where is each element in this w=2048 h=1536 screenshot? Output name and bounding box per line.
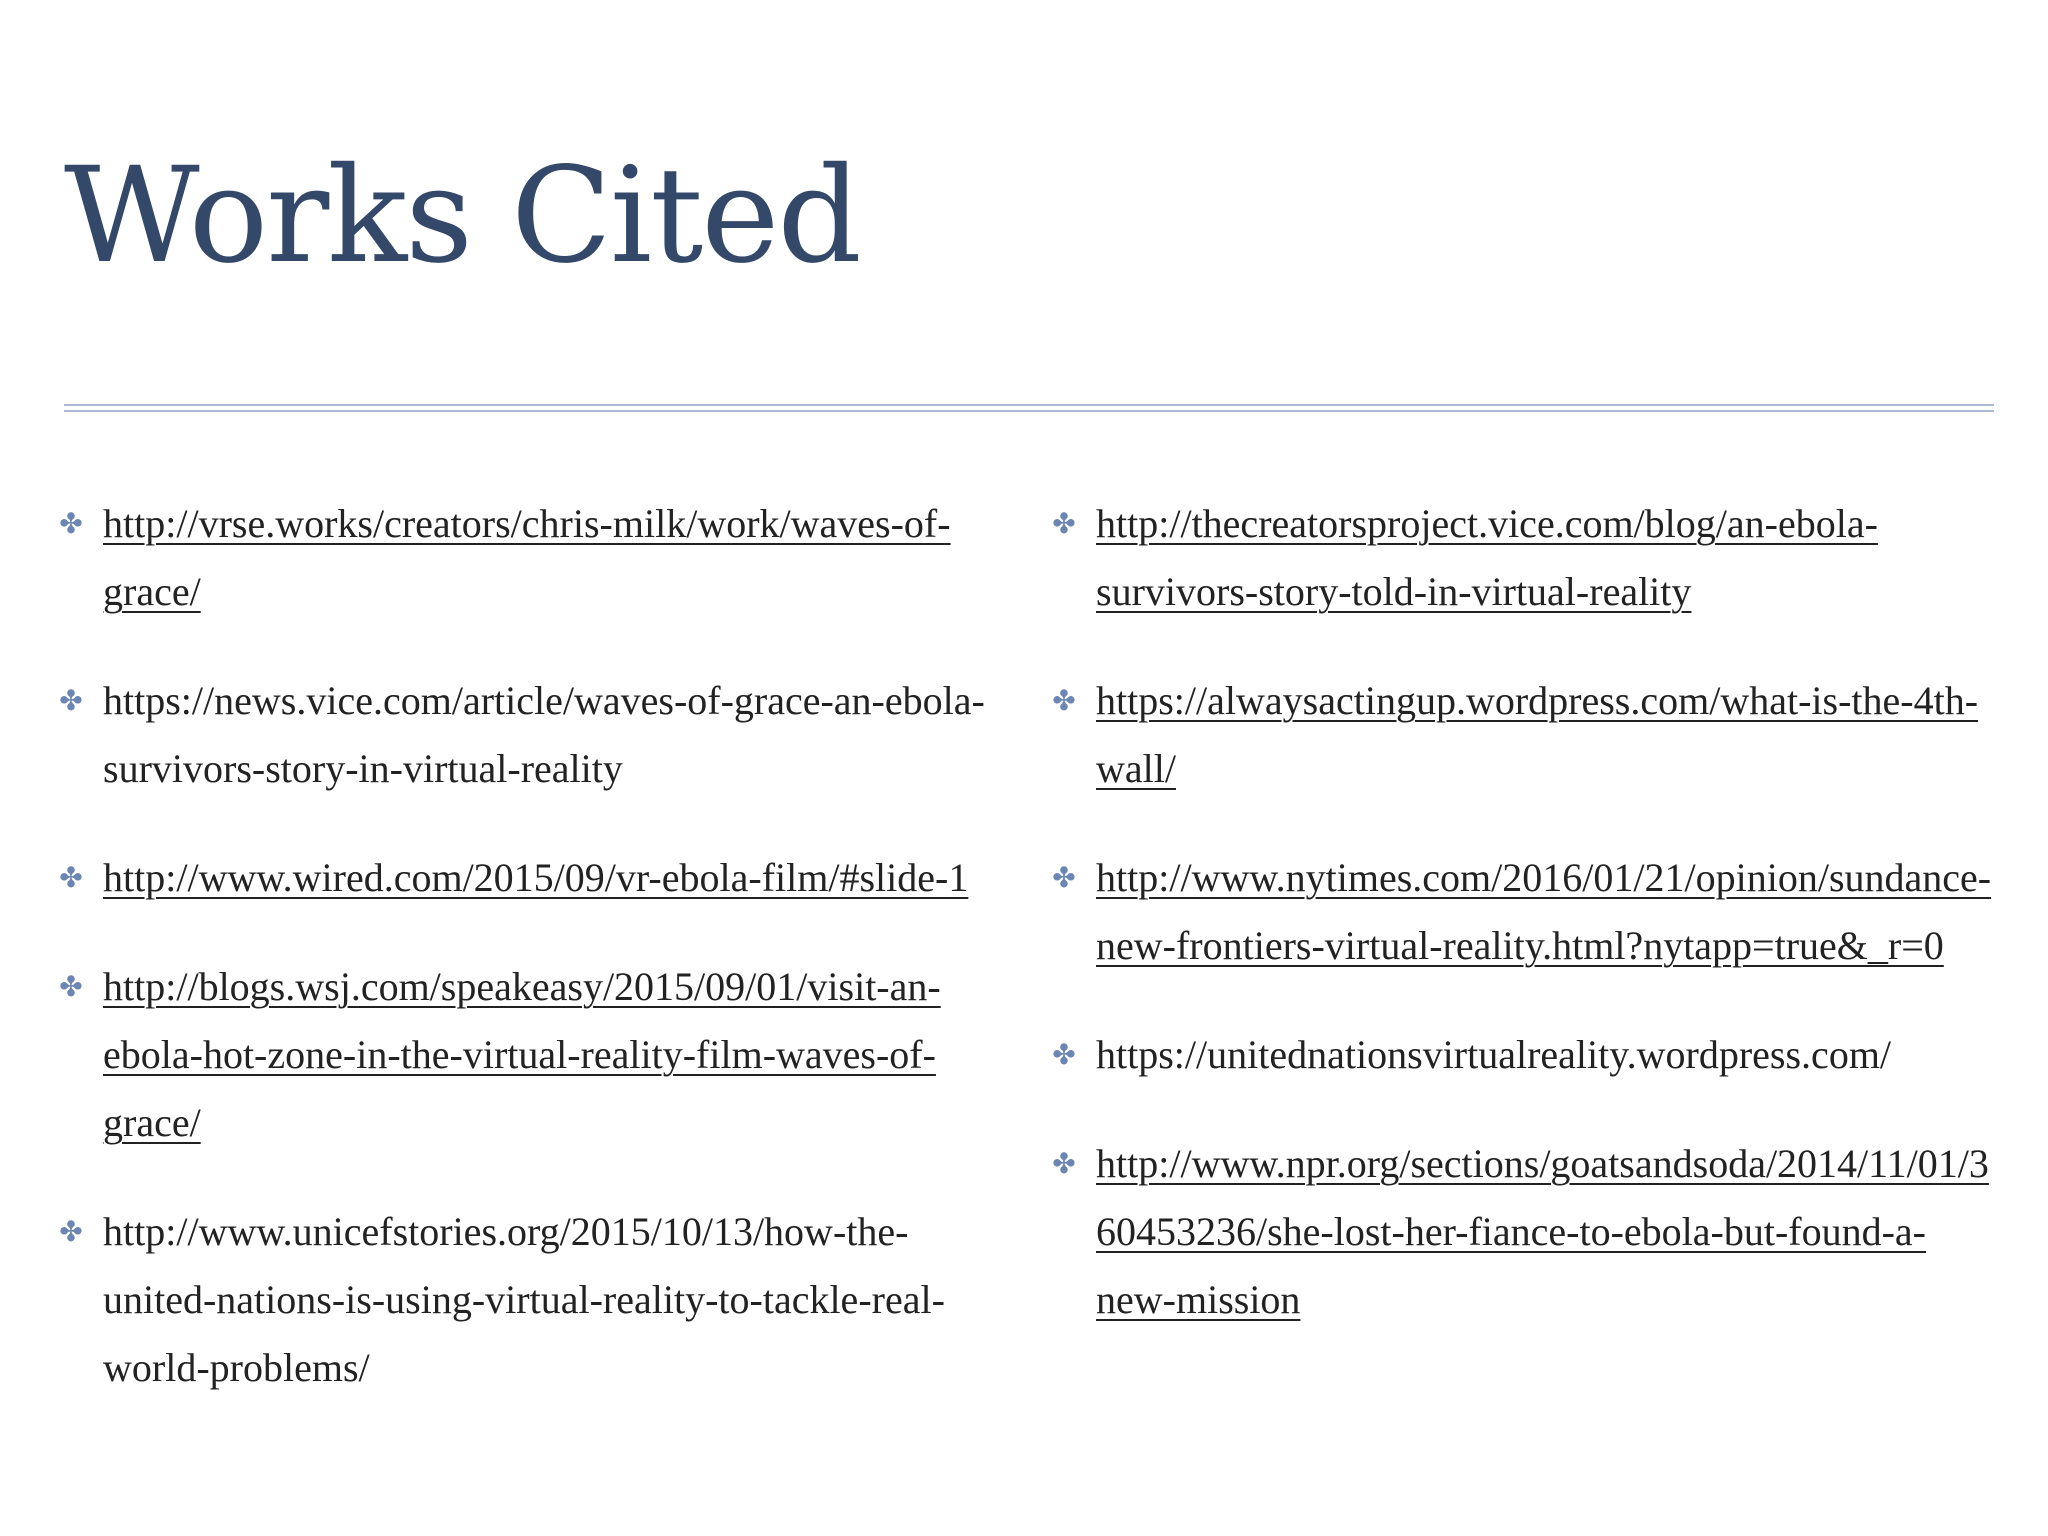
citation-link[interactable]: http://blogs.wsj.com/speakeasy/2015/09/01/visit-an-ebola-hot-zone-in-the-virtual-reality-film-waves-of-grace/ (103, 964, 941, 1145)
citation-link[interactable]: https://alwaysactingup.wordpress.com/what-is-the-4th-wall/ (1096, 678, 1979, 791)
title-divider (64, 404, 1994, 412)
four-petal-cross-icon: ✤ (1052, 1147, 1076, 1180)
citation-item (1049, 1021, 1999, 1089)
four-petal-cross-icon: ✤ (59, 1215, 83, 1248)
citation-item (1049, 667, 1999, 803)
citation-link[interactable]: http://vrse.works/creators/chris-milk/work/waves-of-grace/ (103, 501, 951, 614)
four-petal-cross-icon: ✤ (59, 861, 83, 894)
citation-text: http://www.unicefstories.org/2015/10/13/how-the-united-nations-is-using-virtual-reality-to-tackle-real-world-problems/ (103, 1209, 945, 1390)
citation-item (56, 953, 1006, 1157)
citation-link[interactable]: http://www.npr.org/sections/goatsandsoda/2014/11/01/360453236/she-lost-her-fiance-to-ebola-but-found-a-new-mission (1096, 1141, 1989, 1322)
citations-left-column (56, 490, 1006, 1402)
citation-item (1049, 490, 1999, 626)
citation-link[interactable]: http://www.wired.com/2015/09/vr-ebola-film/#slide-1 (103, 855, 969, 900)
citation-link[interactable]: http://www.nytimes.com/2016/01/21/opinion/sundance-new-frontiers-virtual-reality.html?nytapp=true&_r=0 (1096, 855, 1992, 968)
four-petal-cross-icon: ✤ (1052, 861, 1076, 894)
citation-text: https://unitednationsvirtualreality.wordpress.com/ (1096, 1032, 1892, 1077)
citation-item (56, 1198, 1006, 1402)
citation-item (1049, 844, 1999, 980)
four-petal-cross-icon: ✤ (59, 507, 83, 540)
citation-link[interactable]: http://thecreatorsproject.vice.com/blog/an-ebola-survivors-story-told-in-virtual-reality (1096, 501, 1878, 614)
four-petal-cross-icon: ✤ (1052, 507, 1076, 540)
citations-right-column (1049, 490, 1999, 1334)
citation-item (56, 490, 1006, 626)
four-petal-cross-icon: ✤ (59, 684, 83, 717)
citation-item (1049, 1130, 1999, 1334)
four-petal-cross-icon: ✤ (1052, 684, 1076, 717)
four-petal-cross-icon: ✤ (1052, 1038, 1076, 1071)
four-petal-cross-icon: ✤ (59, 970, 83, 1003)
citation-item (56, 844, 1006, 912)
citation-item (56, 667, 1006, 803)
slide-title: Works Cited (64, 139, 860, 293)
citation-text: https://news.vice.com/article/waves-of-grace-an-ebola-survivors-story-in-virtual-reality (103, 678, 985, 791)
